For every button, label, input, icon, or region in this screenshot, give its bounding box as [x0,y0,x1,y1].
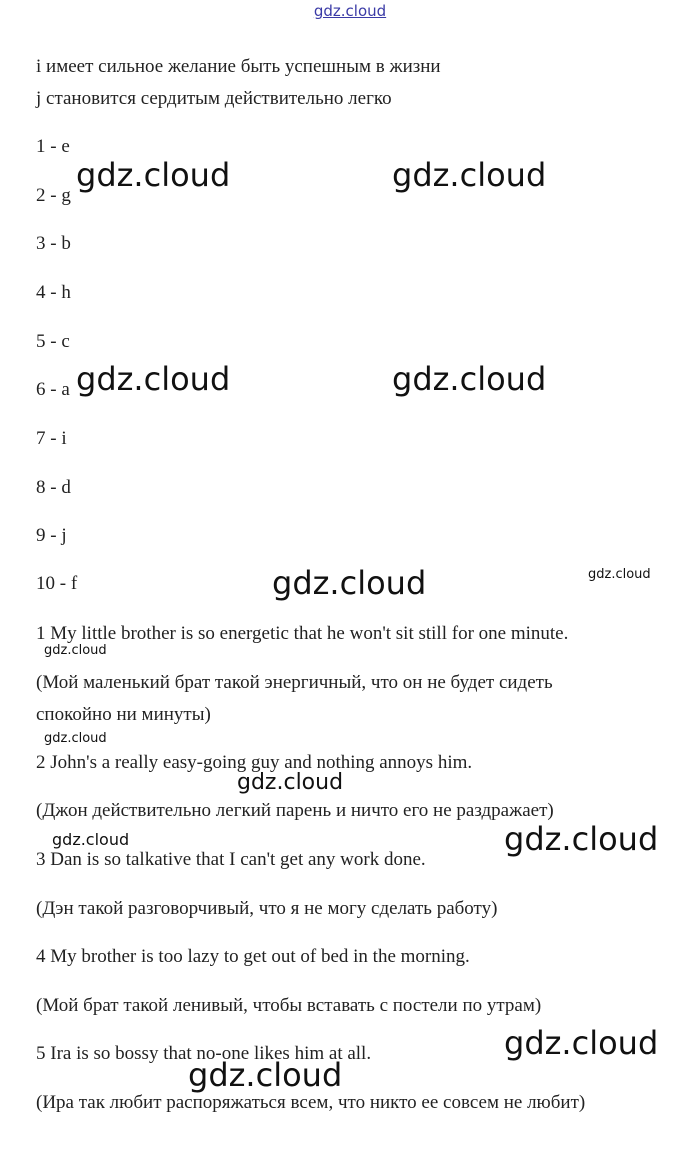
watermark: gdz.cloud [392,360,547,398]
translation-i: i имеет сильное желание быть успешным в жизни [36,56,441,77]
sentence-5-en: 5 Ira is so bossy that no-one likes him at all. [36,1043,372,1064]
watermark: gdz.cloud [272,564,427,602]
sentence-3-ru: (Дэн такой разговорчивый, что я не могу сделать работу) [36,898,498,919]
sentence-4-ru: (Мой брат такой ленивый, чтобы вставать с постели по утрам) [36,995,542,1016]
match-1: 1 - e [36,136,70,157]
watermark: gdz.cloud [588,567,651,582]
sentence-5-ru: (Ира так любит распоряжаться всем, что никто ее совсем не любит) [36,1092,586,1113]
match-5: 5 - c [36,331,70,352]
watermark: gdz.cloud [44,643,107,658]
sentence-1-en: 1 My little brother is so energetic that he won't sit still for one minute. [36,623,569,644]
watermark: gdz.cloud [44,731,107,746]
watermark: gdz.cloud [237,770,344,795]
watermark: gdz.cloud [504,820,659,858]
match-4: 4 - h [36,282,71,303]
match-8: 8 - d [36,477,71,498]
translation-j: j становится сердитым действительно легко [36,88,392,109]
sentence-2-ru: (Джон действительно легкий парень и ничто его не раздражает) [36,800,554,821]
watermark: gdz.cloud [504,1024,659,1062]
match-6: 6 - a [36,379,70,400]
header-watermark-link[interactable]: gdz.cloud [313,2,387,20]
match-9: 9 - j [36,525,67,546]
watermark: gdz.cloud [76,360,231,398]
sentence-1-ru: (Мой маленький брат такой энергичный, что он не будет сидеть [36,672,553,693]
match-7: 7 - i [36,428,67,449]
sentence-2-en: 2 John's a really easy-going guy and nothing annoys him. [36,752,473,773]
match-10: 10 - f [36,573,78,594]
sentence-1-ru-cont: спокойно ни минуты) [36,704,211,725]
sentence-4-en: 4 My brother is too lazy to get out of bed in the morning. [36,946,470,967]
watermark: gdz.cloud [76,156,231,194]
match-2: 2 - g [36,185,71,206]
sentence-3-en: 3 Dan is so talkative that I can't get any work done. [36,849,426,870]
match-3: 3 - b [36,233,71,254]
watermark: gdz.cloud [188,1056,343,1094]
watermark: gdz.cloud [52,830,130,849]
watermark: gdz.cloud [392,156,547,194]
